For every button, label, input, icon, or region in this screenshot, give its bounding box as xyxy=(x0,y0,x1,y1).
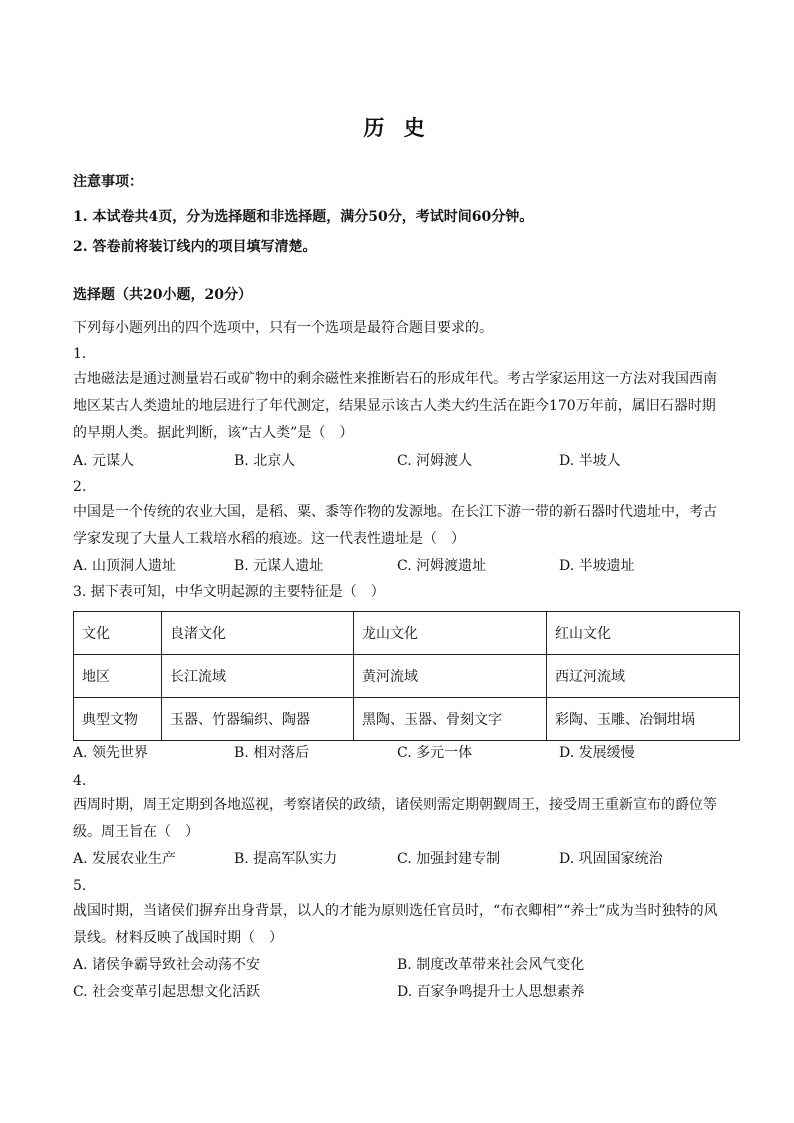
table-cell: 地区 xyxy=(74,655,162,698)
table-row xyxy=(74,612,740,655)
question-5-option-d: D. 百家争鸣提升士人思想素养 xyxy=(397,984,585,1000)
question-1-stem: 古地磁法是通过测量岩石或矿物中的剩余磁性来推断岩石的形成年代。考古学家运用这一方法对我国西南地区某古人类遗址的地层进行了年代测定，结果显示该古人类大约生活在距今170万年前，属旧石器时期的早期人类。据此判断，该“古人类”是（ ） xyxy=(73,371,717,441)
question-2-option-a: A. 山顶洞人遗址 xyxy=(73,558,177,574)
question-1-number: 1. xyxy=(73,346,87,362)
question-4-option-b: B. 提高军队实力 xyxy=(234,851,338,867)
notes-item-1: 1. 本试卷共4页，分为选择题和非选择题，满分50分，考试时间60分钟。 xyxy=(73,209,534,225)
civilization-table xyxy=(73,611,740,741)
page-title: 历 史 xyxy=(363,115,431,140)
question-4-stem: 西周时期，周王定期到各地巡视，考察诸侯的政绩，诸侯则需定期朝觐周王，接受周王重新宣布的爵位等级。周王旨在（ ） xyxy=(73,797,717,840)
question-1-option-d: D. 半坡人 xyxy=(559,453,621,469)
question-2-option-c: C. 河姆渡遗址 xyxy=(397,558,487,574)
section-heading: 选择题（共20小题，20分） xyxy=(73,287,252,303)
table-cell: 红山文化 xyxy=(547,612,740,655)
question-4-option-d: D. 巩固国家统治 xyxy=(559,851,663,867)
question-3-option-d: D. 发展缓慢 xyxy=(559,745,635,761)
table-cell: 文化 xyxy=(74,612,162,655)
table-cell: 黑陶、玉器、骨刻文字 xyxy=(354,698,547,741)
question-1-option-a: A. 元谋人 xyxy=(73,453,135,469)
notes-heading: 注意事项： xyxy=(73,174,143,190)
table-cell: 玉器、竹器编织、陶器 xyxy=(162,698,354,741)
table-row xyxy=(74,698,740,741)
table-cell: 彩陶、玉雕、冶铜坩埚 xyxy=(547,698,740,741)
question-2-option-d: D. 半坡遗址 xyxy=(559,558,635,574)
table-cell: 龙山文化 xyxy=(354,612,547,655)
question-3-option-b: B. 相对落后 xyxy=(234,745,310,761)
table-cell: 典型文物 xyxy=(74,698,162,741)
table-cell: 西辽河流域 xyxy=(547,655,740,698)
question-5-stem: 战国时期，当诸侯们摒弃出身背景，以人的才能为原则选任官员时，“布衣卿相”“养士”成为当时独特的风景线。材料反映了战国时期（ ） xyxy=(73,903,718,946)
question-5-number: 5. xyxy=(73,878,87,894)
notes-item-2: 2. 答卷前将装订线内的项目填写清楚。 xyxy=(73,239,317,255)
question-2-stem: 中国是一个传统的农业大国，是稻、粟、黍等作物的发源地。在长江下游一带的新石器时代遗址中，考古学家发现了大量人工栽培水稻的痕迹。这一代表性遗址是（ ） xyxy=(73,504,717,547)
question-3-option-c: C. 多元一体 xyxy=(397,745,473,761)
section-instruction: 下列每小题列出的四个选项中，只有一个选项是最符合题目要求的。 xyxy=(73,320,493,336)
question-4-option-a: A. 发展农业生产 xyxy=(73,851,177,867)
question-4-number: 4. xyxy=(73,773,87,789)
question-4-option-c: C. 加强封建专制 xyxy=(397,851,501,867)
table-cell: 良渚文化 xyxy=(162,612,354,655)
question-2-number: 2. xyxy=(73,479,87,495)
question-5-option-a: A. 诸侯争霸导致社会动荡不安 xyxy=(73,957,261,973)
question-5-option-b: B. 制度改革带来社会风气变化 xyxy=(397,957,585,973)
question-1-option-b: B. 北京人 xyxy=(234,453,296,469)
question-3-option-a: A. 领先世界 xyxy=(73,745,149,761)
question-5-option-c: C. 社会变革引起思想文化活跃 xyxy=(73,984,261,1000)
table-row xyxy=(74,655,740,698)
question-3-stem: 3. 据下表可知，中华文明起源的主要特征是（ ） xyxy=(73,584,385,600)
question-2-option-b: B. 元谋人遗址 xyxy=(234,558,324,574)
question-1-option-c: C. 河姆渡人 xyxy=(397,453,473,469)
table-cell: 长江流域 xyxy=(162,655,354,698)
table-cell: 黄河流域 xyxy=(354,655,547,698)
